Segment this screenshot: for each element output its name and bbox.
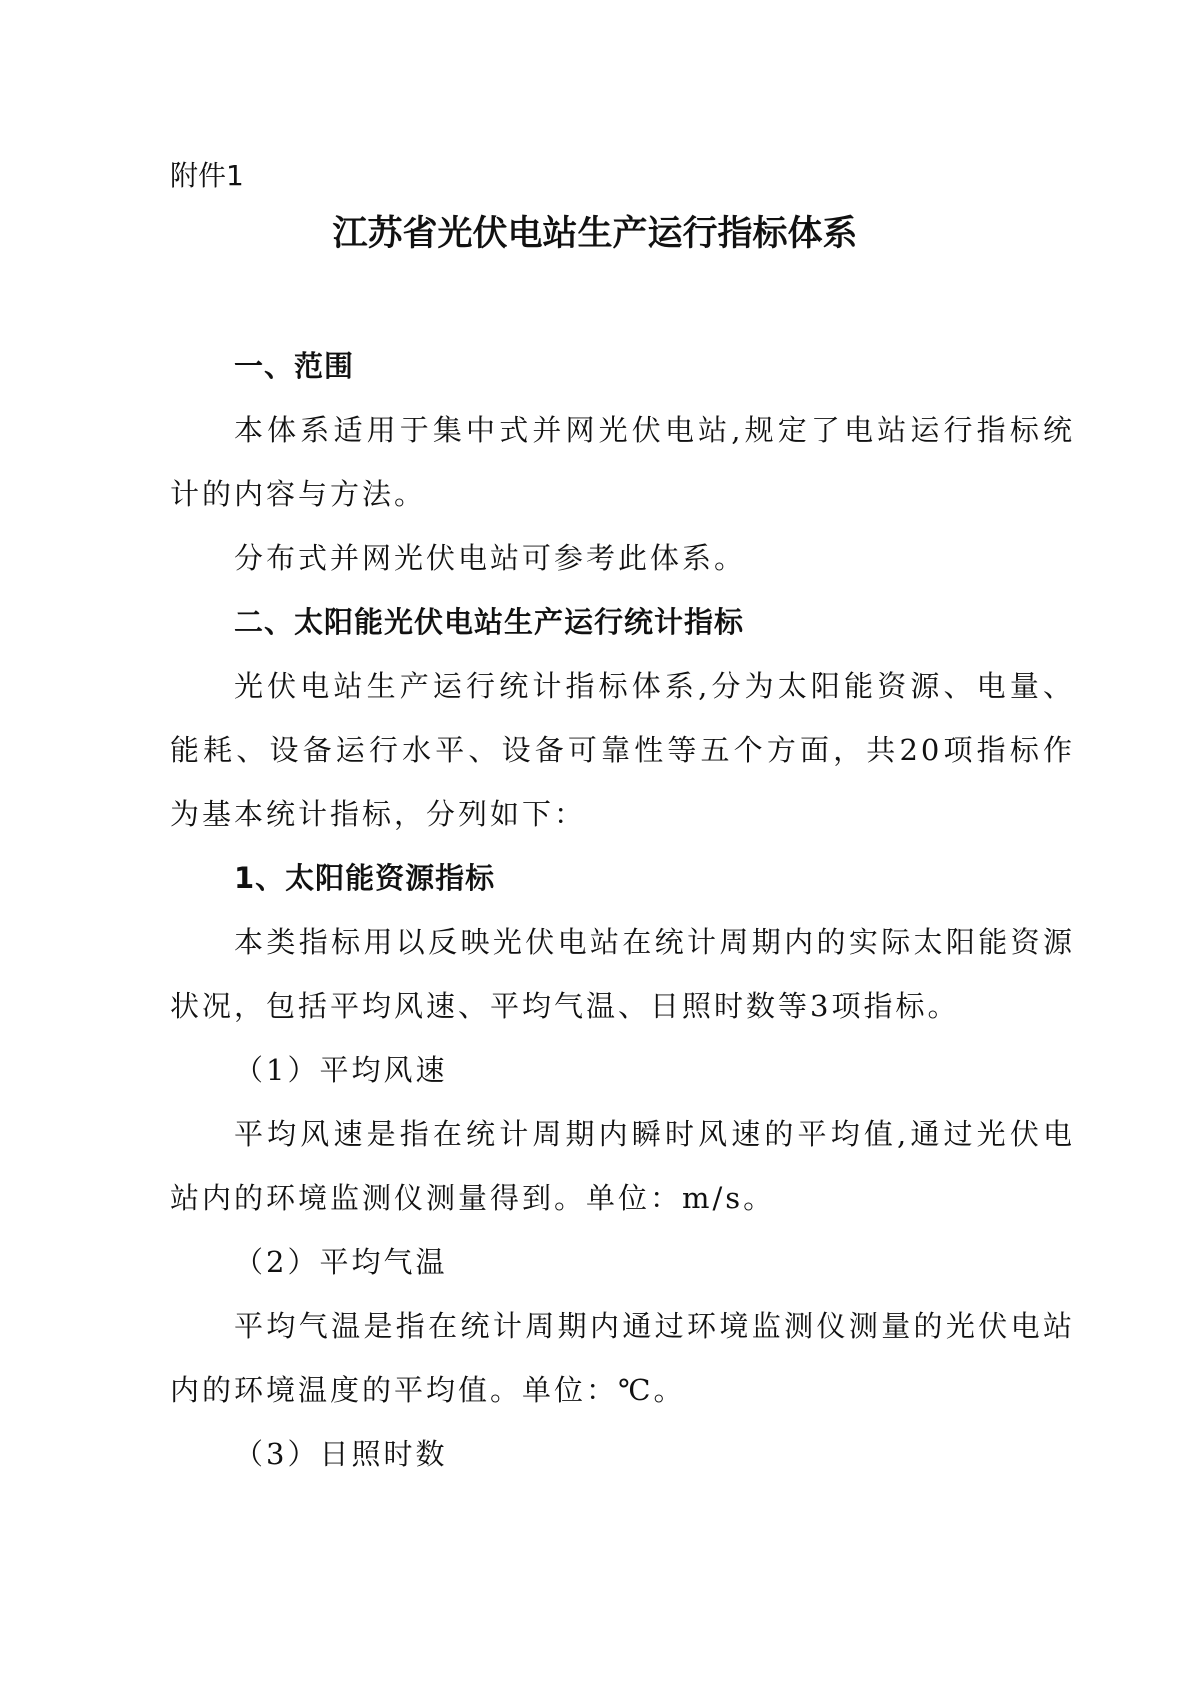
item-heading-average-temperature: （2）平均气温	[234, 1245, 448, 1279]
subsection-heading-solar-resource: 1、太阳能资源指标	[234, 861, 496, 895]
paragraph-average-wind-speed: 平均风速是指在统计周期内瞬时风速的平均值,通过光伏电站内的环境监测仪测量得到。单位：m/s。	[170, 1117, 1075, 1215]
paragraph-scope-distributed: 分布式并网光伏电站可参考此体系。	[234, 541, 747, 575]
section-heading-indicators: 二、太阳能光伏电站生产运行统计指标	[234, 605, 745, 639]
paragraph-indicators-overview: 光伏电站生产运行统计指标体系,分为太阳能资源、电量、能耗、设备运行水平、设备可靠性等五个方面，共20项指标作为基本统计指标，分列如下：	[170, 669, 1075, 831]
item-heading-average-wind-speed: （1）平均风速	[234, 1053, 448, 1087]
document-body	[170, 334, 1075, 1486]
paragraph-scope-applicability: 本体系适用于集中式并网光伏电站,规定了电站运行指标统计的内容与方法。	[170, 413, 1075, 511]
paragraph-average-temperature: 平均气温是指在统计周期内通过环境监测仪测量的光伏电站内的环境温度的平均值。单位：℃。	[170, 1309, 1075, 1407]
document-title: 江苏省光伏电站生产运行指标体系	[332, 214, 858, 254]
paragraph-solar-resource-overview: 本类指标用以反映光伏电站在统计周期内的实际太阳能资源状况，包括平均风速、平均气温、日照时数等3项指标。	[170, 925, 1075, 1023]
item-heading-sunshine-hours: （3）日照时数	[234, 1437, 448, 1471]
section-heading-scope: 一、范围	[234, 349, 355, 383]
attachment-label: 附件1	[170, 159, 244, 192]
